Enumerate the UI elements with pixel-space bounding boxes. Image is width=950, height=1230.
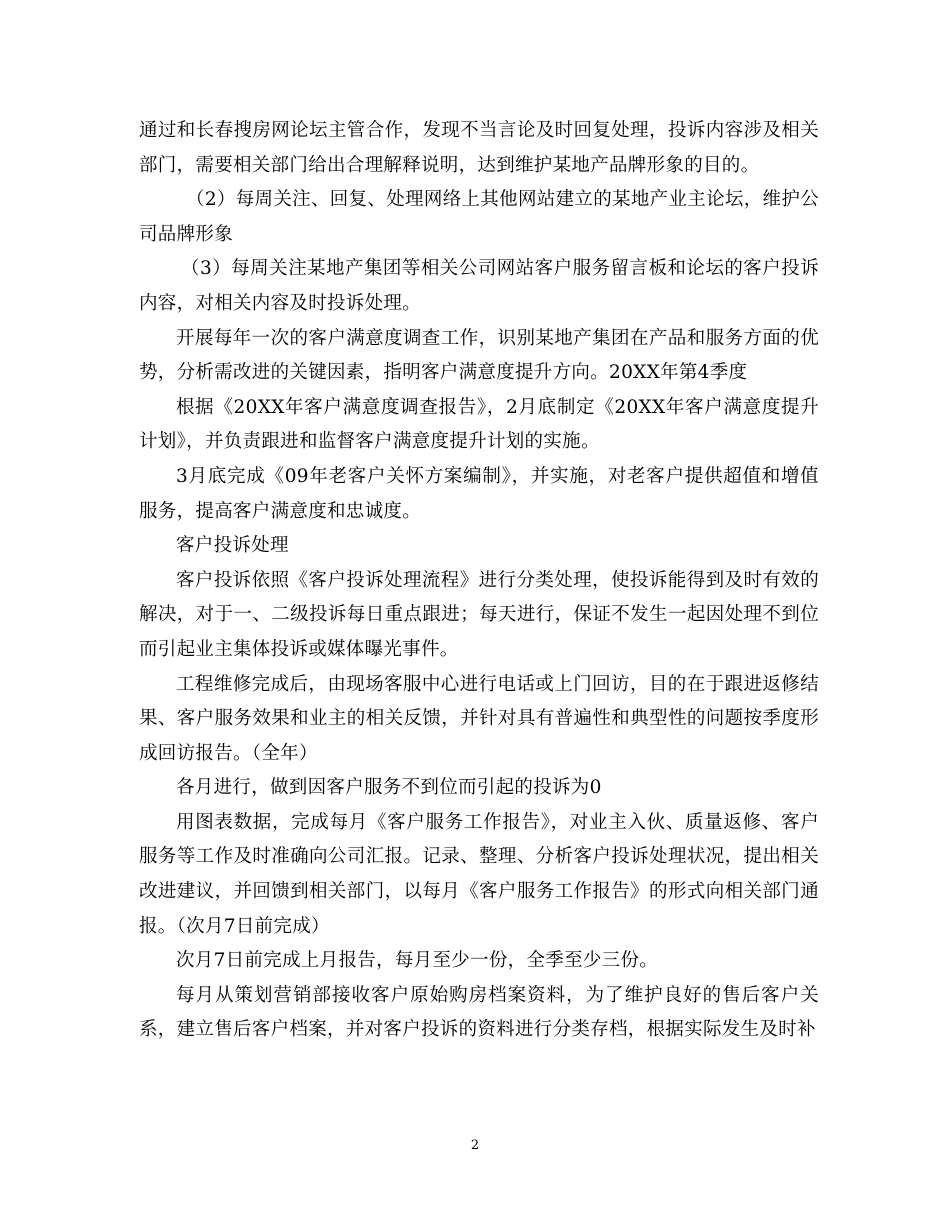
paragraph-12: 次月7日前完成上月报告，每月至少一份，全季至少三份。 [176,950,659,972]
paragraph-8: 客户投诉依照《客户投诉处理流程》进行分类处理，使投诉能得到及时有效的解决，对于一、二级投诉每日重点跟进；每天进行，保证不发生一起因处理不到位而引起业主集体投诉或媒体曝光事件。 [139,569,819,660]
paragraph-6: 3月底完成《09年老客户关怀方案编制》，并实施，对老客户提供超值和增值服务，提高客户满意度和忠诚度。 [139,465,819,522]
section-heading: 客户投诉处理 [176,535,289,557]
paragraph-2: （2）每周关注、回复、处理网络上其他网站建立的某地产业主论坛，维护公司品牌形象 [139,189,819,245]
paragraph-9: 工程维修完成后，由现场客服中心进行电话或上门回访，目的在于跟进返修结果、客户服务效果和业主的相关反馈，并针对具有普遍性和典型性的问题按季度形成回访报告。（全年） [139,673,819,764]
paragraph-3: （3）每周关注某地产集团等相关公司网站客户服务留言板和论坛的客户投诉内容，对相关内容及时投诉处理。 [139,258,819,314]
paragraph-11: 用图表数据，完成每月《客户服务工作报告》，对业主入伙、质量返修、客户服务等工作及时准确向公司汇报。记录、整理、分析客户投诉处理状况，提出相关改进建议，并回馈到相关部门，以每月《客户服务工作报告》的形式向相关部门通报。（次月7日前完成） [139,811,819,937]
document-body [139,114,819,1048]
paragraph-13: 每月从策划营销部接收客户原始购房档案资料，为了维护良好的售后客户关系，建立售后客户档案，并对客户投诉的资料进行分类存档，根据实际发生及时补 [139,984,819,1041]
paragraph-10: 各月进行，做到因客户服务不到位而引起的投诉为0 [176,777,602,799]
paragraph-1: 通过和长春搜房网论坛主管合作，发现不当言论及时回复处理，投诉内容涉及相关部门，需要相关部门给出合理解释说明，达到维护某地产品牌形象的目的。 [139,120,819,176]
paragraph-4: 开展每年一次的客户满意度调查工作，识别某地产集团在产品和服务方面的优势，分析需改进的关键因素，指明客户满意度提升方向。20XX年第4季度 [139,327,819,384]
paragraph-5: 根据《20XX年客户满意度调查报告》，2月底制定《20XX年客户满意度提升计划》，并负责跟进和监督客户满意度提升计划的实施。 [139,396,819,453]
page-number: 2 [470,1138,480,1153]
